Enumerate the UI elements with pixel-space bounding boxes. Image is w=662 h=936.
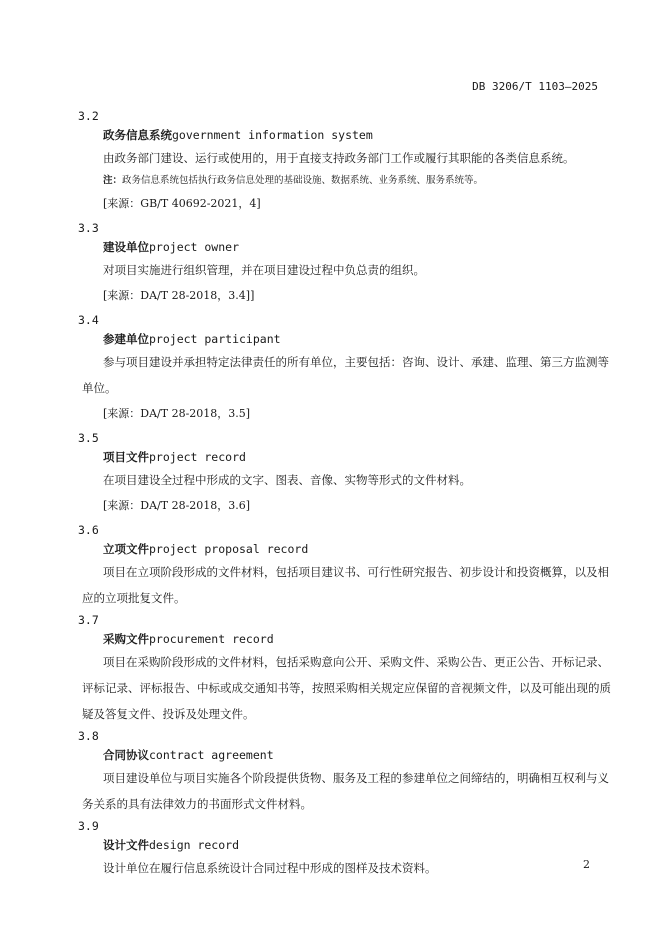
term-entry [78,219,612,307]
term-number: 3.6 [78,523,99,537]
term-heading [103,836,612,854]
term-heading [103,540,612,558]
term-definition: 由政务部门建设、运行或使用的，用于直接支持政务部门工作或履行其职能的各类信息系统。 [103,151,575,165]
term-zh: 立项文件 [103,542,149,556]
term-en: government information system [172,128,373,142]
term-number: 3.4 [78,313,99,327]
term-entry [78,311,612,425]
note-label: 注： [103,175,123,186]
term-definition: 项目在采购阶段形成的文件材料，包括采购意向公开、采购文件、采购公告、更正公告、开标记录、评标记录、评标报告、中标或成交通知书等，按照采购相关规定应保留的音视频文件，以及可能出现的质疑及答复文件、投诉及处理文件。 [82,655,611,721]
term-heading [103,330,612,348]
term-heading [103,746,612,764]
term-zh: 合同协议 [103,748,149,762]
term-en: project owner [149,240,240,254]
term-definition: 对项目实施进行组织管理，并在项目建设过程中负总责的组织。 [103,263,425,277]
term-heading [103,630,612,648]
term-entry [78,429,612,517]
term-zh: 建设单位 [103,240,149,254]
term-zh: 政务信息系统 [103,128,172,142]
term-entry [78,611,612,727]
term-definition: 在项目建设全过程中形成的文字、图表、音像、实物等形式的文件材料。 [103,473,471,487]
term-number: 3.9 [78,819,99,833]
term-entry [78,727,612,817]
page-number: 2 [583,858,590,871]
term-source: [来源：DA/T 28-2018，3.5] [103,407,251,420]
term-en: project proposal record [149,542,309,556]
term-definition: 设计单位在履行信息系统设计合同过程中形成的图样及技术资料。 [103,861,437,875]
term-number: 3.2 [78,109,99,123]
term-heading [103,126,612,144]
term-zh: 采购文件 [103,632,149,646]
term-heading [103,238,612,256]
terms-list [78,107,612,881]
term-source: [来源：DA/T 28-2018，3.4]] [103,289,255,302]
term-number: 3.7 [78,613,99,627]
term-en: design record [149,838,240,852]
document-id: DB 3206/T 1103—2025 [472,80,598,93]
term-zh: 设计文件 [103,838,149,852]
term-number: 3.8 [78,729,99,743]
term-en: project participant [149,332,281,346]
term-en: procurement record [149,632,274,646]
term-entry [78,107,612,215]
term-note [103,171,612,191]
term-en: contract agreement [149,748,274,762]
term-en: project record [149,450,246,464]
term-definition: 项目建设单位与项目实施各个阶段提供货物、服务及工程的参建单位之间缔结的，明确相互权利与义务关系的具有法律效力的书面形式文件材料。 [82,771,609,811]
term-definition: 参与项目建设并承担特定法律责任的所有单位，主要包括：咨询、设计、承建、监理、第三方监测等单位。 [82,355,609,395]
term-zh: 项目文件 [103,450,149,464]
note-text: 政务信息系统包括执行政务信息处理的基础设施、数据系统、业务系统、服务系统等。 [122,175,484,186]
term-definition: 项目在立项阶段形成的文件材料，包括项目建议书、可行性研究报告、初步设计和投资概算，以及相应的立项批复文件。 [82,565,609,605]
term-entry [78,817,612,881]
term-entry [78,521,612,611]
term-source: [来源：GB/T 40692-2021，4] [103,197,261,210]
term-number: 3.5 [78,431,99,445]
term-zh: 参建单位 [103,332,149,346]
term-source: [来源：DA/T 28-2018，3.6] [103,499,251,512]
term-number: 3.3 [78,221,99,235]
term-heading [103,448,612,466]
